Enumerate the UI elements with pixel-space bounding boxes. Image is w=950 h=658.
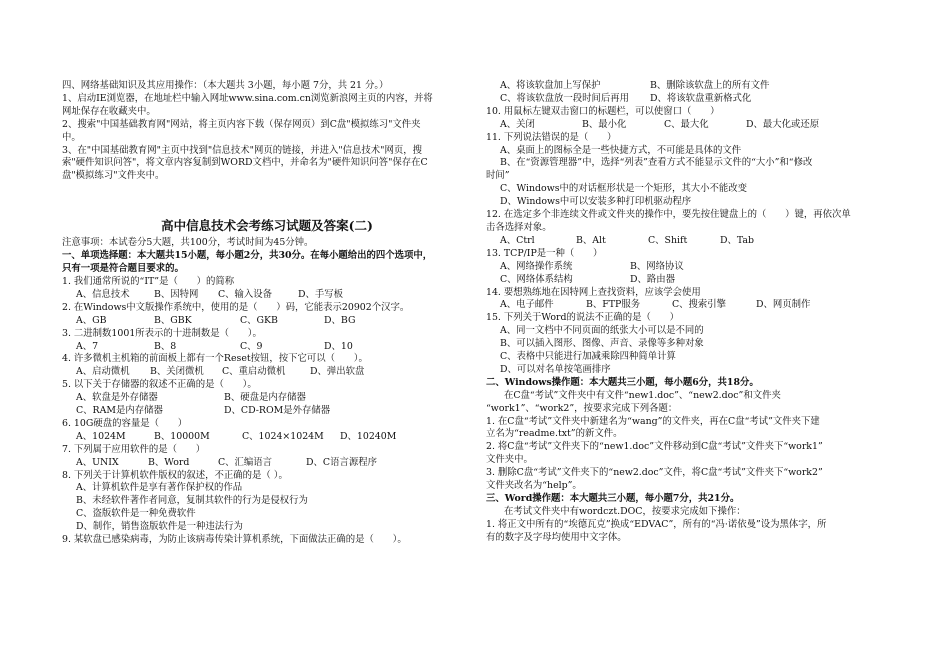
option: D、手写板	[298, 288, 344, 300]
option: A、Ctrl	[500, 234, 535, 246]
section2-task2-line2: 文件夹中。	[486, 454, 533, 466]
option: D、最大化或还原	[746, 118, 820, 130]
option: A、电子邮件	[500, 299, 554, 311]
option: A、同一文档中不同页面的纸张大小可以是不同的	[500, 325, 704, 337]
question-4: 4. 许多微机主机箱的前面板上都有一个Reset按钮，按下它可以（ ）。	[62, 353, 368, 365]
section2-task3-line1: 3. 删除C盘“考试”文件夹下的“new2.doc”文件，将C盘“考试”文件夹下“work2”	[486, 467, 823, 479]
question-11: 11. 下列说法错误的是（ ）	[486, 131, 617, 143]
option: D、可以对名单按笔画排序	[500, 363, 611, 375]
option: A、关闭	[500, 118, 535, 130]
section2-intro-line2: “work1”、“work2”，按要求完成下列各题：	[486, 402, 678, 414]
section3-heading: 三、Word操作题：本大题共三小题，每小题7分，共21分。	[486, 493, 740, 504]
option: D、制作，销售盗版软件是一种违法行为	[76, 521, 243, 533]
notice: 注意事项：本试卷分5大题，共100分，考试时间为45分钟。	[62, 237, 314, 249]
section4-heading: 四、网络基础知识及其应用操作：（本大题共 3小题，每小题 7分，共 21 分。）	[62, 80, 389, 91]
option: B、关闭微机	[150, 366, 204, 378]
option: B、未经软件著作者同意，复制其软件的行为是侵权行为	[76, 495, 308, 507]
option: D、Windows中可以安装多种打印机驱动程序	[500, 196, 692, 208]
section1-heading-line1: 一、单项选择题：本大题共15小题，每小题2分，共30分。在每小题给出的四个选项中，	[62, 250, 433, 262]
option: C、网络体系结构	[500, 273, 573, 285]
option-continued: 时间”	[486, 170, 510, 182]
option: B、因特网	[154, 288, 199, 300]
option: C、表格中只能进行加减乘除四种简单计算	[500, 351, 676, 363]
option: B、FTP服务	[586, 299, 641, 311]
question-13-options-row2	[486, 274, 906, 287]
question-6: 6. 10G硬盘的容量是（ ）	[62, 417, 188, 429]
option: D、网页制作	[756, 299, 811, 311]
question-4-options	[62, 366, 472, 379]
question-3: 3. 二进制数1001所表示的十进制数是（ ）。	[62, 327, 262, 339]
question-3-options	[62, 341, 472, 354]
option: C、将该软盘放一段时间后再用	[500, 92, 630, 104]
option: B、Word	[148, 456, 190, 468]
section4-task3-line1: 3、在"中国基础教育网"主页中找到"信息技术"网页的链接，并进入"信息技术"网页，搜	[62, 144, 422, 156]
option: D、10	[324, 340, 353, 352]
option: C、搜索引擎	[672, 299, 727, 311]
option: D、弹出软盘	[310, 366, 365, 378]
section1-heading-line2: 只有一项是符合题目要求的。	[62, 263, 184, 275]
question-13: 13. TCP/IP是一种（ ）	[486, 247, 603, 259]
question-7-options	[62, 457, 472, 470]
question-1: 1. 我们通常所说的“IT”是（ ）的简称	[62, 275, 235, 287]
option: B、Alt	[576, 234, 606, 246]
option: B、网络协议	[630, 260, 684, 272]
section2-task3-line2: 文件夹改名为“help”。	[486, 480, 582, 492]
section2-intro-line1: 在C盘“考试”文件夹中有文件“new1.doc”、“new2.doc”和文件夹	[504, 389, 781, 401]
option: C、GKB	[240, 314, 278, 326]
option: D、C语言源程序	[306, 456, 377, 468]
option: D、路由器	[630, 273, 676, 285]
question-12-options	[486, 235, 906, 248]
question-12-line2: 击各选择对象。	[486, 221, 552, 233]
option: C、RAM是内存储器	[76, 405, 163, 417]
option: A、7	[76, 340, 99, 352]
option: C、重启动微机	[222, 366, 286, 378]
option: A、UNIX	[76, 456, 119, 468]
section2-task1-line2: 立名为“readme.txt”的新文件。	[486, 428, 623, 440]
question-2: 2. 在Windows中文版操作系统中，使用的是（ ）码，它能表示20902个汉字。	[62, 301, 410, 313]
question-2-options	[62, 315, 472, 328]
option: B、GBK	[154, 314, 192, 326]
section4-task1-line1: 1、启动IE浏览器，在地址栏中输入网址www.sina.com.cn浏览新浪网主页的内容，并将	[62, 92, 433, 104]
question-8: 8. 下列关于计算机软件版权的叙述，不正确的是（ ）。	[62, 469, 288, 481]
question-5-options-row1	[62, 392, 472, 405]
option: C、最大化	[664, 118, 709, 130]
question-7: 7. 下列属于应用软件的是（ ）	[62, 443, 206, 455]
option: C、汇编语言	[218, 456, 273, 468]
question-14-options	[486, 299, 906, 312]
question-12-line1: 12. 在选定多个非连续文件或文件夹的操作中，要先按住键盘上的（ ）键，再依次单	[486, 209, 851, 221]
option: D、CD-ROM是外存储器	[224, 405, 331, 417]
question-14: 14. 要想熟练地在因特网上查找资料，应该学会使用	[486, 286, 701, 298]
option: C、1024×1024M	[242, 430, 324, 442]
option: D、将该软盘重新格式化	[650, 92, 752, 104]
section3-task1-line1: 1. 将正文中所有的“埃德瓦克”换成“EDVAC”，所有的“冯·诺依曼”设为黑体字，所	[486, 518, 827, 530]
option: A、软盘是外存储器	[76, 392, 158, 404]
section3-intro: 在考试文件夹中有wordczt.DOC，按要求完成如下操作：	[504, 505, 746, 517]
question-6-options	[62, 431, 472, 444]
question-13-options-row1	[486, 261, 906, 274]
section4-task1-line2: 网址保存在收藏夹中。	[62, 105, 156, 117]
option: A、计算机软件是享有著作保护权的作品	[76, 482, 243, 494]
option: D、Tab	[720, 234, 755, 246]
option: A、将该软盘加上写保护	[500, 80, 601, 91]
question-5: 5. 以下关于存储器的叙述不正确的是（ ）。	[62, 379, 257, 391]
section2-heading: 二、Windows操作题：本大题共三小题，每小题6分，共18分。	[486, 376, 759, 388]
question-9-options-row2	[486, 93, 906, 106]
left-column	[62, 80, 472, 547]
section4-task3-line2: 索"硬件知识问答"，将文章内容复制到WORD文档中，并命名为"硬件知识问答"保存在C	[62, 157, 428, 169]
right-column	[486, 80, 906, 545]
question-10-options	[486, 119, 906, 132]
option: A、桌面上的图标全是一些快捷方式，不可能是具体的文件	[500, 144, 742, 156]
question-1-options	[62, 289, 472, 302]
option: D、10240M	[340, 430, 397, 442]
question-15: 15. 下列关于Word的说法不正确的是（ ）	[486, 312, 680, 324]
option: B、最小化	[582, 118, 627, 130]
option: A、信息技术	[76, 288, 130, 300]
option: B、可以插入图形、图像、声音、录像等多种对象	[500, 338, 704, 350]
section4-task2-line2: 中。	[62, 131, 81, 143]
option: C、9	[240, 340, 263, 352]
question-10: 10. 用鼠标左键双击窗口的标题栏，可以使窗口（ ）	[486, 105, 720, 117]
option: C、Shift	[648, 234, 688, 246]
option: A、启动微机	[76, 366, 130, 378]
option: A、GB	[76, 314, 107, 326]
option: B、8	[154, 340, 177, 352]
section4-task3-line3: 盘"模拟练习"文件夹中。	[62, 170, 165, 182]
option: B、删除该软盘上的所有文件	[650, 80, 770, 91]
paper-title: 高中信息技术会考练习试题及答案(二)	[161, 218, 373, 234]
option: A、网络操作系统	[500, 260, 573, 272]
option: B、10000M	[154, 430, 210, 442]
question-9-options-row1	[486, 80, 906, 93]
section4-task2-line1: 2、搜索"中国基础教育网"网站，将主页内容下载（保存网页）到C盘"模拟练习"文件夹	[62, 118, 421, 130]
option: C、Windows中的对话框形状是一个矩形，其大小不能改变	[500, 183, 748, 195]
question-9: 9. 某软盘已感染病毒，为防止该病毒传染计算机系统，下面做法正确的是（ ）。	[62, 534, 407, 546]
question-5-options-row2	[62, 405, 472, 418]
section2-task1-line1: 1. 在C盘“考试”文件夹中新建名为“wang”的文件夹，再在C盘“考试”文件夹下建	[486, 415, 820, 427]
option: B、硬盘是内存储器	[224, 392, 306, 404]
section2-task2-line1: 2. 将C盘“考试”文件夹下的“new1.doc”文件移动到C盘“考试”文件夹下“work1”	[486, 441, 823, 453]
section3-task1-line2: 有的数字及字母均使用中文字体。	[486, 531, 627, 543]
option: C、输入设备	[218, 288, 273, 300]
option: C、盗版软件是一种免费软件	[76, 508, 196, 520]
option: D、BG	[324, 314, 356, 326]
option: A、1024M	[76, 430, 126, 442]
option: B、在“资源管理器”中，选择“列表”查看方式不能显示文件的“大小”和“修改	[500, 157, 813, 169]
